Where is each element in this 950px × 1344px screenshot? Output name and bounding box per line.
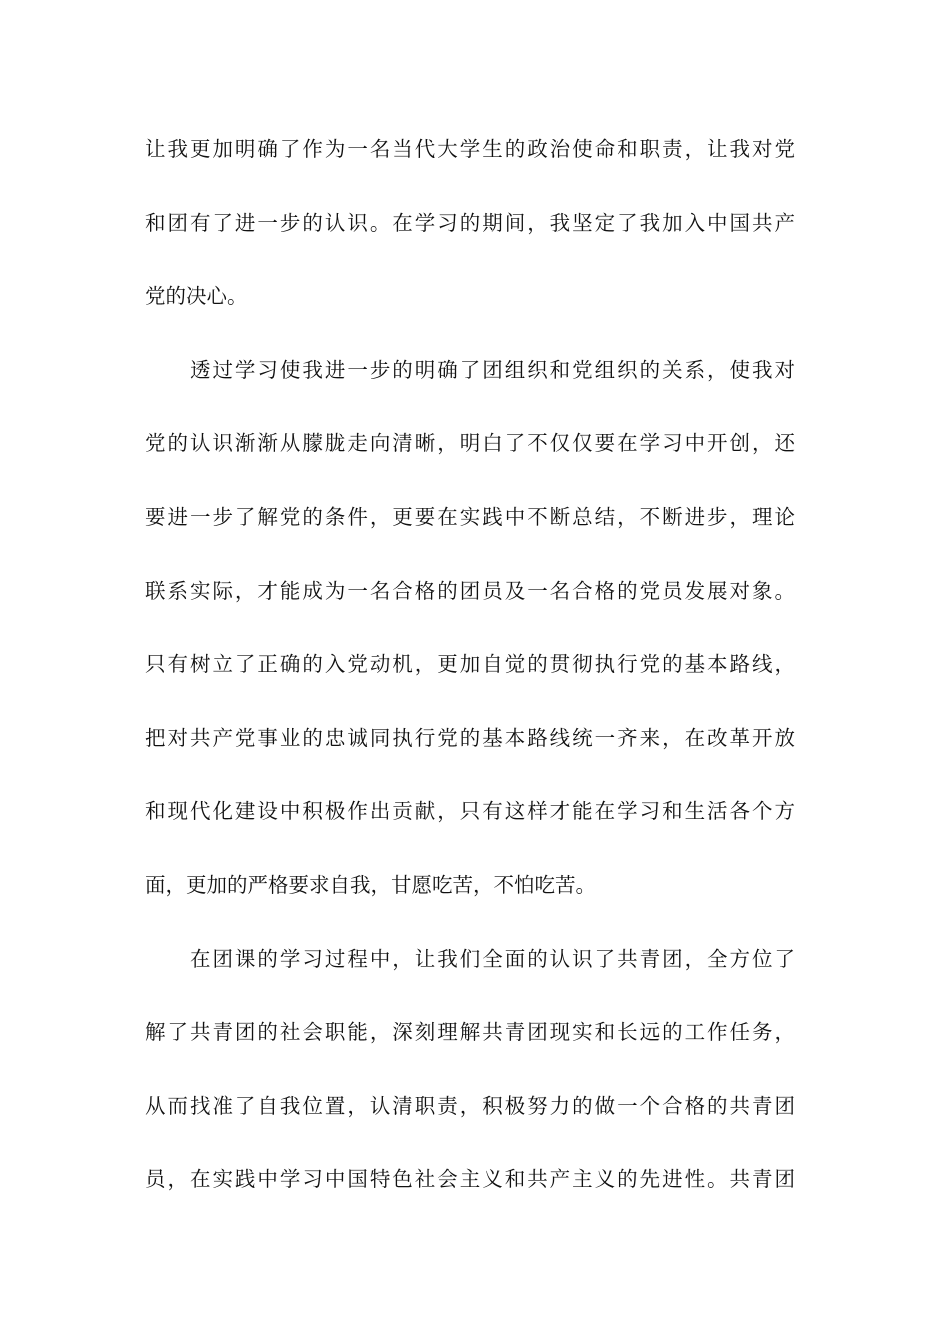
text-line-1: 让我更加明确了作为一名当代大学生的政治使命和职责，让我对党 bbox=[145, 137, 795, 161]
text-line-7: 联系实际，才能成为一名合格的团员及一名合格的党员发展对象。 bbox=[145, 578, 795, 603]
text-line-13: 解了共青团的社会职能，深刻理解共青团现实和长远的工作任务， bbox=[145, 1020, 795, 1045]
text-line-9: 把对共产党事业的忠诚同执行党的基本路线统一齐来，在改革开放 bbox=[145, 725, 795, 750]
text-line-8: 只有树立了正确的入党动机，更加自觉的贯彻执行党的基本路线， bbox=[145, 652, 795, 677]
text-line-12: 在团课的学习过程中，让我们全面的认识了共青团，全方位了 bbox=[145, 946, 795, 971]
text-line-3: 党的决心。 bbox=[145, 284, 248, 309]
text-line-15: 员，在实践中学习中国特色社会主义和共产主义的先进性。共青团 bbox=[145, 1167, 795, 1192]
text-line-14: 从而找准了自我位置，认清职责，积极努力的做一个合格的共青团 bbox=[145, 1093, 795, 1118]
text-line-10: 和现代化建设中积极作出贡献，只有这样才能在学习和生活各个方 bbox=[145, 799, 795, 824]
body-text bbox=[145, 124, 795, 1228]
text-line-11: 面，更加的严格要求自我，甘愿吃苦，不怕吃苦。 bbox=[145, 872, 596, 897]
text-line-5: 党的认识渐渐从朦胧走向清晰，明白了不仅仅要在学习中开创，还 bbox=[145, 431, 795, 456]
text-line-4: 透过学习使我进一步的明确了团组织和党组织的关系，使我对 bbox=[145, 357, 795, 382]
text-line-6: 要进一步了解党的条件，更要在实践中不断总结，不断进步，理论 bbox=[145, 504, 795, 529]
text-line-2: 和团有了进一步的认识。在学习的期间，我坚定了我加入中国共产 bbox=[145, 210, 795, 235]
